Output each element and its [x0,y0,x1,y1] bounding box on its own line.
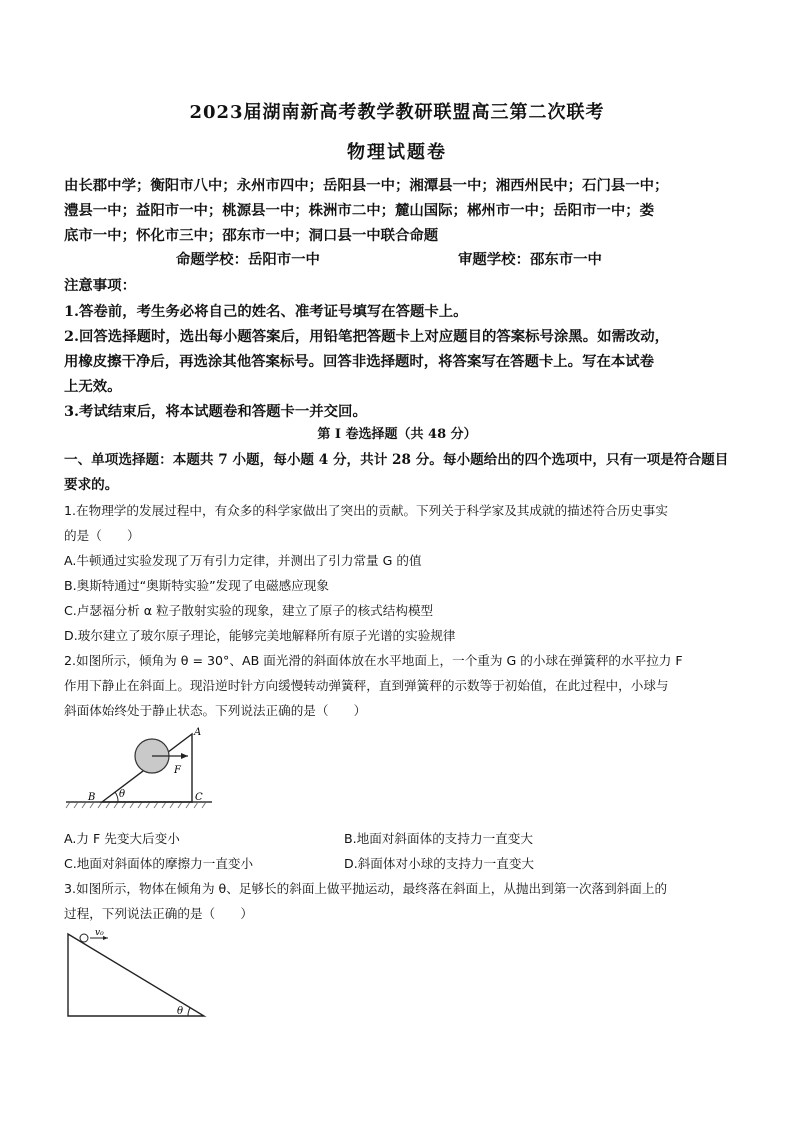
section-title: 第 I 卷选择题（共 48 分） [317,427,477,442]
q2-incline-figure [64,722,224,814]
section-intro-line-2: 要求的。 [64,477,119,493]
label-a: A [194,727,202,738]
q1-stem-line-1: 1.在物理学的发展过程中，有众多的科学家做出了突出的贡献。下列关于科学家及其成就的描述符合历史事实 [64,503,668,518]
q2-stem-line-1: 2.如图所示，倾角为 θ = 30°、AB 面光滑的斜面体放在水平地面上，一个重为 G 的小球在弹簧秤的水平拉力 F [64,653,683,668]
q3-incline-figure [64,926,214,1022]
q3-stem-line-1: 3.如图所示，物体在倾角为 θ、足够长的斜面上做平抛运动，最终落在斜面上，从抛出到第一次落到斜面上的 [64,881,668,896]
note-3: 3.考试结束后，将本试题卷和答题卡一并交回。 [64,403,367,420]
q2-stem-line-2: 作用下静止在斜面上。现沿逆时针方向缓慢转动弹簧秤，直到弹簧秤的示数等于初始值，在此过程中，小球与 [64,678,669,693]
q3-stem-line-2: 过程，下列说法正确的是（ ） [64,906,253,921]
q1-stem-line-2: 的是（ ） [64,528,140,543]
label-f: F [174,765,181,776]
reviewer-school: 审题学校：邵东市一中 [458,251,602,268]
projectile [80,934,88,942]
label-v0: v₀ [95,928,104,938]
ground-hatch [66,802,206,808]
label-c: C [195,792,203,803]
label-theta: θ [119,789,126,800]
section-intro-line-1: 一、单项选择题：本题共 7 小题，每小题 4 分，共计 28 分。每小题给出的四个选项中，只有一项是符合题目 [64,452,729,468]
label-b: B [88,792,96,803]
setter-school: 命题学校：岳阳市一中 [176,251,320,268]
q1-option-d: D.玻尔建立了玻尔原子理论，能够完美地解释所有原子光谱的实验规律 [64,628,456,643]
label-theta: θ [177,1006,184,1017]
q1-option-b: B.奥斯特通过“奥斯特实验”发现了电磁感应现象 [64,578,329,593]
q2-option-c: C.地面对斜面体的摩擦力一直变小 [64,856,254,871]
exam-title: 2023届湖南新高考教学教研联盟高三第二次联考 [189,102,605,123]
note-2-line-2: 用橡皮擦干净后，再选涂其他答案标号。回答非选择题时，将答案写在答题卡上。写在本试卷 [64,353,655,370]
q1-option-c: C.卢瑟福分析 α 粒子散射实验的现象，建立了原子的核式结构模型 [64,603,434,618]
q2-option-b: B.地面对斜面体的支持力一直变大 [344,831,533,846]
notes-heading: 注意事项： [64,277,136,294]
q1-option-a: A.牛顿通过实验发现了万有引力定律，并测出了引力常量 G 的值 [64,553,422,568]
incline [68,934,204,1016]
note-2-line-3: 上无效。 [64,378,122,395]
q2-option-d: D.斜面体对小球的支持力一直变大 [344,856,535,871]
q2-stem-line-3: 斜面体始终处于静止状态。下列说法正确的是（ ） [64,703,367,718]
q2-option-a: A.力 F 先变大后变小 [64,831,180,846]
schools-line-1: 由长郡中学；衡阳市八中；永州市四中；岳阳县一中；湘潭县一中；湘西州民中；石门县一中； [64,177,669,194]
schools-line-2: 澧县一中；益阳市一中；桃源县一中；株洲市二中；麓山国际；郴州市一中；岳阳市一中；娄 [64,202,655,219]
schools-line-3: 底市一中；怀化市三中；邵东市一中；洞口县一中联合命题 [64,227,439,244]
exam-subtitle: 物理试题卷 [347,142,447,163]
note-2-line-1: 2.回答选择题时，选出每小题答案后，用铅笔把答题卡上对应题目的答案标号涂黑。如需改动， [64,328,670,345]
note-1: 1.答卷前，考生务必将自己的姓名、准考证号填写在答题卡上。 [64,303,468,320]
